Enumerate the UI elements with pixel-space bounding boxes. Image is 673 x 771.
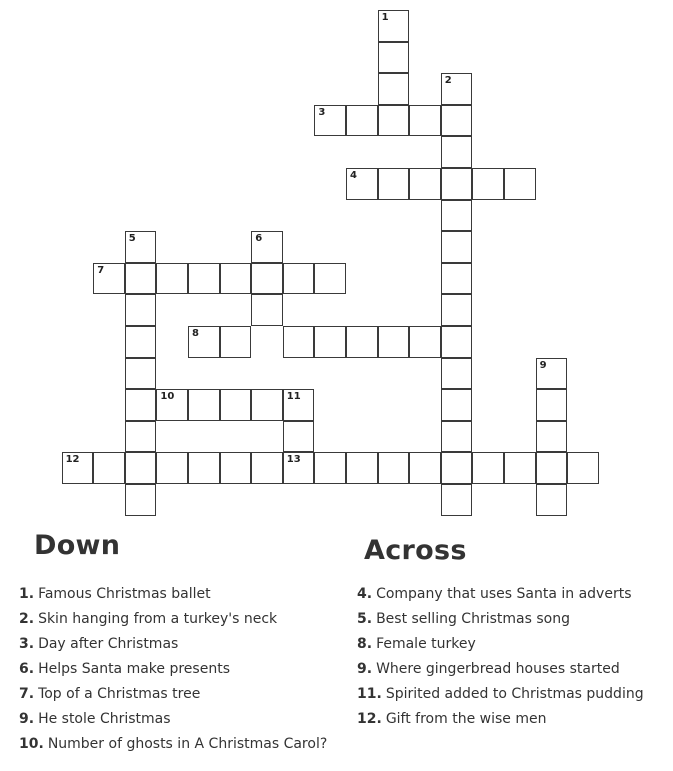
crossword-cell[interactable] (283, 452, 315, 484)
cell-number: 2 (444, 75, 452, 87)
clue-text: Top of a Christmas tree (38, 686, 201, 702)
across-clue (357, 657, 644, 682)
clue-number: 4. (357, 586, 373, 602)
across-clue (357, 607, 644, 632)
crossword-cell[interactable] (125, 326, 157, 358)
across-clue (357, 707, 644, 732)
clue-number: 9. (357, 661, 373, 677)
crossword-cell[interactable] (220, 452, 252, 484)
crossword-cell[interactable] (156, 263, 188, 295)
crossword-cell[interactable] (314, 452, 346, 484)
across-heading: Across (364, 535, 467, 566)
crossword-cell[interactable] (441, 231, 473, 263)
clue-text: Best selling Christmas song (376, 611, 570, 627)
across-clue-list (357, 582, 644, 732)
crossword-cell[interactable] (220, 263, 252, 295)
cell-number: 11 (286, 391, 301, 403)
clue-number: 11. (357, 686, 382, 702)
cell-number: 10 (160, 391, 175, 403)
cell-number: 6 (255, 233, 263, 245)
crossword-cell[interactable] (472, 168, 504, 200)
crossword-cell[interactable] (472, 452, 504, 484)
crossword-cell[interactable] (378, 42, 410, 74)
crossword-cell[interactable] (441, 263, 473, 295)
clue-number: 6. (19, 661, 35, 677)
crossword-cell[interactable] (441, 200, 473, 232)
down-heading: Down (34, 530, 121, 561)
down-clue (19, 682, 327, 707)
down-clue (19, 607, 327, 632)
cell-number: 12 (65, 454, 80, 466)
crossword-cell[interactable] (504, 452, 536, 484)
crossword-cell[interactable] (378, 10, 410, 42)
crossword-cell[interactable] (536, 484, 568, 516)
crossword-cell[interactable] (125, 421, 157, 453)
clue-text: Company that uses Santa in adverts (376, 586, 632, 602)
crossword-cell[interactable] (251, 452, 283, 484)
crossword-cell[interactable] (441, 358, 473, 390)
clue-text: Skin hanging from a turkey's neck (38, 611, 278, 627)
crossword-cell[interactable] (409, 452, 441, 484)
crossword-cell[interactable] (504, 168, 536, 200)
down-clue (19, 707, 327, 732)
crossword-cell[interactable] (567, 452, 599, 484)
cell-number: 13 (286, 454, 301, 466)
crossword-cell[interactable] (156, 389, 188, 421)
crossword-cell[interactable] (125, 452, 157, 484)
crossword-cell[interactable] (409, 105, 441, 137)
crossword-cell[interactable] (220, 389, 252, 421)
clue-text: Day after Christmas (38, 636, 179, 652)
crossword-cell[interactable] (441, 168, 473, 200)
crossword-cell[interactable] (536, 358, 568, 390)
crossword-cell[interactable] (441, 389, 473, 421)
cell-number: 3 (318, 106, 326, 118)
cell-number: 4 (350, 170, 357, 181)
crossword-cell[interactable] (441, 136, 473, 168)
crossword-cell[interactable] (314, 263, 346, 295)
crossword-cell[interactable] (314, 105, 346, 137)
clue-number: 7. (19, 686, 35, 702)
down-clue-list (19, 582, 327, 757)
crossword-cell[interactable] (378, 105, 410, 137)
clue-number: 5. (357, 611, 373, 627)
crossword-cell[interactable] (93, 263, 125, 295)
crossword-cell[interactable] (283, 421, 315, 453)
crossword-cell[interactable] (220, 326, 252, 358)
clue-number: 1. (19, 586, 35, 602)
clue-text: Female turkey (376, 636, 476, 652)
crossword-cell[interactable] (536, 389, 568, 421)
clue-text: He stole Christmas (38, 711, 171, 727)
clue-number: 2. (19, 611, 35, 627)
crossword-cell[interactable] (441, 452, 473, 484)
clue-text: Famous Christmas ballet (38, 586, 211, 602)
crossword-cell[interactable] (251, 389, 283, 421)
cell-number: 1 (381, 12, 389, 23)
crossword-cell[interactable] (409, 326, 441, 358)
crossword-cell[interactable] (441, 326, 473, 358)
crossword-cell[interactable] (62, 452, 94, 484)
crossword-cell[interactable] (314, 326, 346, 358)
crossword-cell[interactable] (156, 452, 188, 484)
cell-number: 5 (128, 233, 136, 245)
crossword-cell[interactable] (125, 389, 157, 421)
down-clue (19, 657, 327, 682)
crossword-cell[interactable] (251, 231, 283, 263)
crossword-cell[interactable] (251, 263, 283, 295)
crossword-cell[interactable] (536, 452, 568, 484)
crossword-cell[interactable] (441, 105, 473, 137)
crossword-cell[interactable] (125, 263, 157, 295)
crossword-cell[interactable] (346, 105, 378, 137)
clue-text: Number of ghosts in A Christmas Carol? (47, 736, 328, 752)
crossword-cell[interactable] (378, 452, 410, 484)
crossword-cell[interactable] (346, 168, 378, 200)
across-clue (357, 682, 644, 707)
crossword-cell[interactable] (441, 294, 473, 326)
cell-number: 7 (97, 264, 105, 276)
clue-number: 10. (19, 736, 44, 752)
clue-number: 8. (357, 636, 373, 652)
crossword-cell[interactable] (441, 421, 473, 453)
crossword-cell[interactable] (251, 294, 283, 326)
clue-text: Gift from the wise men (385, 711, 547, 727)
clue-text: Where gingerbread houses started (376, 661, 620, 677)
clue-text: Helps Santa make presents (38, 661, 230, 677)
crossword-cell[interactable] (188, 263, 220, 295)
clue-number: 3. (19, 636, 35, 652)
crossword-cell[interactable] (125, 294, 157, 326)
crossword-cell[interactable] (283, 326, 315, 358)
crossword-cell[interactable] (283, 263, 315, 295)
across-clue (357, 632, 644, 657)
crossword-cell[interactable] (125, 231, 157, 263)
clue-number: 9. (19, 711, 35, 727)
crossword-cell[interactable] (441, 484, 473, 516)
crossword-cell[interactable] (283, 389, 315, 421)
crossword-cell[interactable] (346, 326, 378, 358)
crossword-cell[interactable] (188, 452, 220, 484)
clue-text: Spirited added to Christmas pudding (385, 686, 644, 702)
cell-number: 8 (192, 328, 199, 339)
crossword-cell[interactable] (378, 326, 410, 358)
crossword-cell[interactable] (346, 452, 378, 484)
crossword-cell[interactable] (93, 452, 125, 484)
crossword-cell[interactable] (378, 168, 410, 200)
crossword-cell[interactable] (125, 358, 157, 390)
down-clue (19, 732, 327, 757)
across-clue (357, 582, 644, 607)
crossword-cell[interactable] (188, 326, 220, 358)
crossword-cell[interactable] (409, 168, 441, 200)
crossword-cell[interactable] (125, 484, 157, 516)
cell-number: 9 (539, 359, 547, 371)
crossword-cell[interactable] (378, 73, 410, 105)
crossword-cell[interactable] (188, 389, 220, 421)
down-clue (19, 582, 327, 607)
crossword-cell[interactable] (536, 421, 568, 453)
crossword-cell[interactable] (441, 73, 473, 105)
clue-number: 12. (357, 711, 382, 727)
down-clue (19, 632, 327, 657)
